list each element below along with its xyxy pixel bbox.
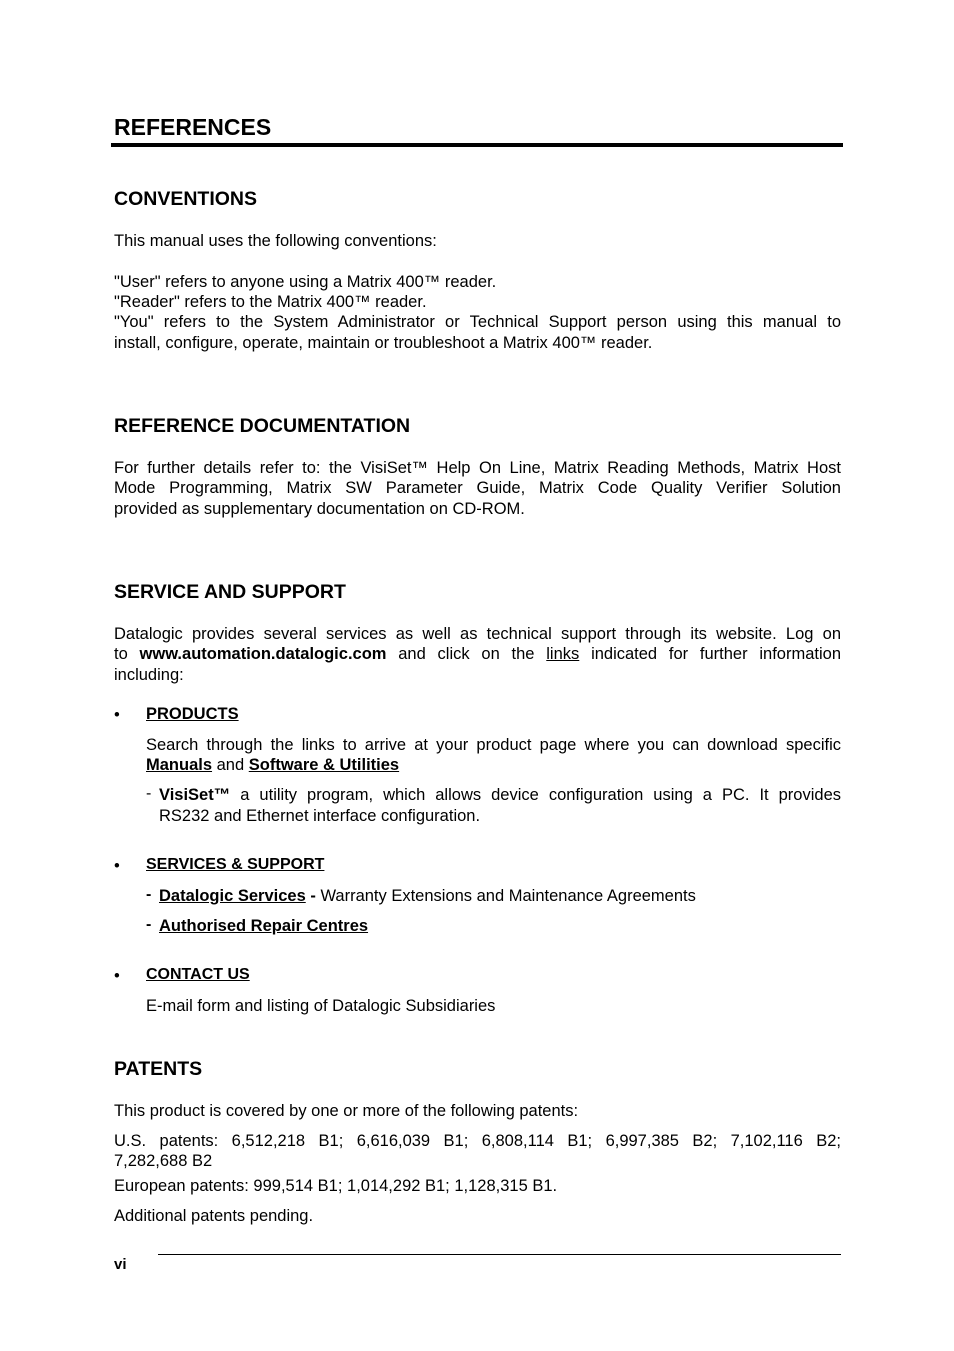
service-intro-line-1: Datalogic provides several services as well as technical support through its website. Log on [114, 625, 841, 643]
contact-desc: E-mail form and listing of Datalogic Subsidiaries [146, 997, 496, 1015]
contact-us-link[interactable]: CONTACT US [146, 966, 250, 983]
conventions-intro: This manual uses the following conventions: [114, 232, 437, 250]
patents-intro: This product is covered by one or more of the following patents: [114, 1102, 579, 1120]
conventions-you-line-2: install, configure, operate, maintain or troubleshoot a Matrix 400™ reader. [114, 334, 653, 352]
conventions-you-line-1: "You" refers to the System Administrator or Technical Support person using this manual to [114, 313, 841, 331]
visiset-line-1 [159, 785, 841, 806]
service-intro-indicated: indicated for further information [591, 645, 841, 663]
patents-pending: Additional patents pending. [114, 1207, 314, 1225]
links-link[interactable]: links [546, 645, 580, 663]
products-link[interactable]: PRODUCTS [146, 705, 239, 723]
datalogic-services-sep: - [310, 887, 316, 905]
refdoc-line-2: Mode Programming, Matrix SW Parameter Guide, Matrix Code Quality Verifier Solution [114, 479, 841, 497]
us-patents-line-1: U.S. patents: 6,512,218 B1; 6,616,039 B1; 6,808,114 B1; 6,997,385 B2; 7,102,116 B2; [114, 1132, 841, 1150]
products-and: and [216, 756, 245, 774]
conventions-reader: "Reader" refers to the Matrix 400™ reader. [114, 293, 427, 311]
conventions-user: "User" refers to anyone using a Matrix 400™ reader. [114, 273, 497, 291]
visiset-text: a utility program, which allows device configuration using a PC. It provides [240, 786, 841, 804]
refdoc-line-3: provided as supplementary documentation on CD-ROM. [114, 500, 525, 518]
datalogic-services-line [159, 886, 696, 907]
warranty-text: Warranty Extensions and Maintenance Agreements [320, 887, 696, 905]
services-support-link[interactable]: SERVICES & SUPPORT [146, 856, 325, 873]
title-rule [111, 143, 843, 147]
products-bullet: • [114, 706, 120, 724]
page-title: REFERENCES [114, 114, 272, 140]
refdoc-line-1: For further details refer to: the VisiSet™ Help On Line, Matrix Reading Methods, Matrix Host [114, 459, 841, 477]
datalogic-services-link[interactable]: Datalogic Services [159, 887, 306, 905]
service-intro-to: to [114, 645, 128, 663]
services-bullet: • [114, 857, 120, 875]
visiset-line-2: RS232 and Ethernet interface configuration. [159, 807, 481, 825]
patents-heading: PATENTS [114, 1058, 203, 1080]
software-utilities-link[interactable]: Software & Utilities [248, 756, 400, 774]
conventions-heading: CONVENTIONS [114, 188, 258, 210]
us-patents-line-2: 7,282,688 B2 [114, 1152, 213, 1170]
repair-centres-dash: - [146, 916, 152, 933]
footer-rule [158, 1254, 841, 1255]
datalogic-services-dash: - [146, 886, 152, 903]
products-desc-line-1: Search through the links to arrive at your product page where you can download specific [146, 736, 841, 754]
visiset-name: VisiSet™ [159, 786, 231, 804]
visiset-dash: - [146, 785, 152, 802]
service-intro-click: and click on the [398, 645, 535, 663]
manuals-link[interactable]: Manuals [146, 756, 213, 774]
repair-centres-link[interactable]: Authorised Repair Centres [159, 917, 369, 935]
contact-bullet: • [114, 967, 120, 985]
reference-documentation-heading: REFERENCE DOCUMENTATION [114, 415, 411, 437]
service-intro-line-3: including: [114, 666, 184, 684]
page-number: vi [114, 1256, 127, 1273]
service-intro-line-2 [114, 644, 841, 665]
products-desc-line-2 [146, 755, 399, 776]
website-link[interactable]: www.automation.datalogic.com [139, 645, 387, 663]
service-support-heading: SERVICE AND SUPPORT [114, 581, 346, 603]
european-patents: European patents: 999,514 B1; 1,014,292 B1; 1,128,315 B1. [114, 1177, 558, 1195]
